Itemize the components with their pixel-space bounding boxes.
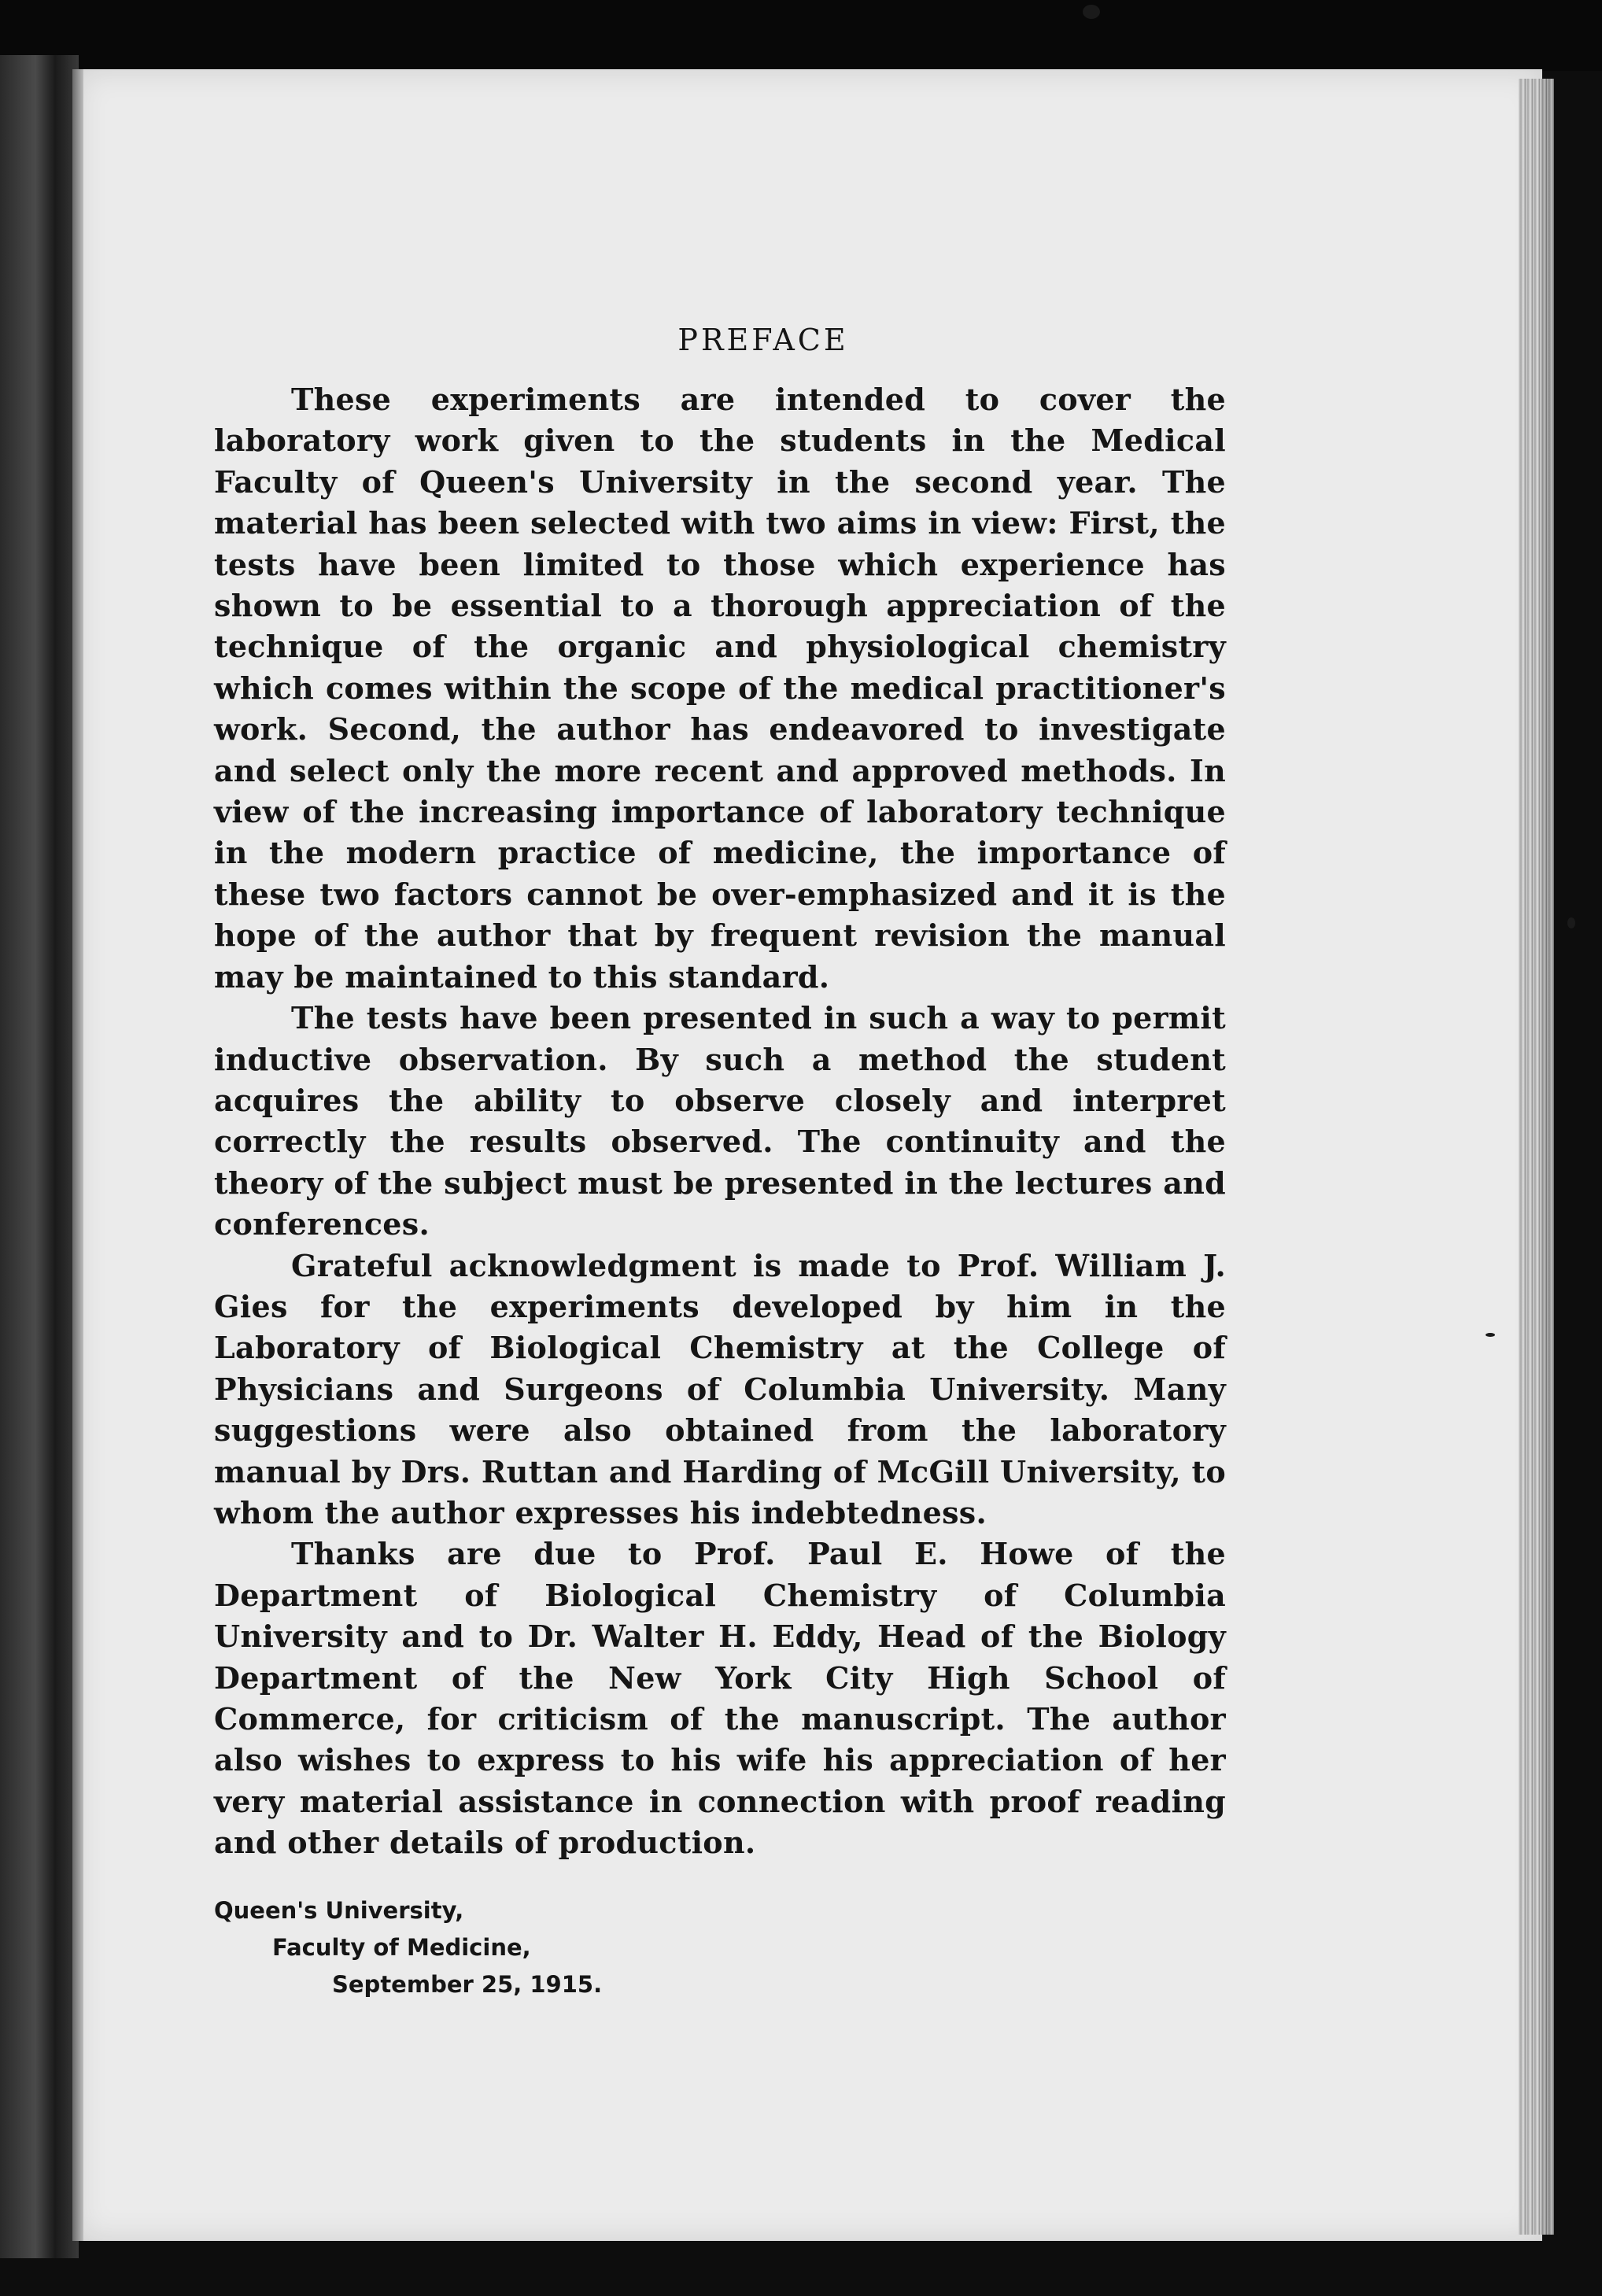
preface-text — [214, 323, 1226, 2003]
dust-speck — [1486, 1333, 1495, 1337]
dust-speck — [1083, 5, 1100, 19]
paragraph-2: The tests have been presented in such a way to permit inductive observation. By such a method the student acquires the ability to observe closely and interpret correctly the results observed. The continuity and the theory of the subject must be presented in the lectures and conferences. — [214, 1000, 1226, 1242]
paragraph-3: Grateful acknowledgment is made to Prof. William J. Gies for the experiments developed by him in the Laboratory of Biological Chemistry at the College of Physicians and Surgeons of Columbia University. Many suggestions were also obtained from the laboratory manual by Drs. Ruttan and Harding of McGill University, to whom the author expresses his indebtedness. — [214, 1247, 1226, 1530]
scan-top-border — [0, 0, 1602, 71]
book-spine-gutter — [0, 55, 79, 2258]
page-left-edge — [72, 69, 83, 2241]
signature-faculty: Faculty of Medicine, — [272, 1933, 531, 1961]
page-title: PREFACE — [677, 323, 849, 357]
dust-speck — [1567, 917, 1575, 928]
signature-block — [214, 1892, 1226, 2003]
page-stack-edge — [1519, 79, 1554, 2235]
signature-institution: Queen's University, — [214, 1896, 464, 1924]
signature-date: September 25, 1915. — [332, 1970, 603, 1998]
paragraph-1: These experiments are intended to cover the laboratory work given to the students in the Medical Faculty of Queen's University in the second year. The material has been selected with two aims in view: First, the tests have been limited to those which experience has shown to be essential to a thorough appreciation of the technique of the organic and physiological chemistry which comes within the scope of the medical practitioner's work. Second, the author has endeavored to investigate and select only the more recent and approved methods. In view of the increasing importance of laboratory technique in the modern practice of medicine, the importance of these two factors cannot be over-emphasized and it is the hope of the author that by frequent revision the manual may be maintained to this standard. — [214, 382, 1226, 995]
paragraph-4: Thanks are due to Prof. Paul E. Howe of the Department of Biological Chemistry of Columbia University and to Dr. Walter H. Eddy, Head of the Biology Department of the New York City High School of Commerce, for criticism of the manuscript. The author also wishes to express to his wife his appreciation of her very material assistance in connection with proof reading and other details of production. — [214, 1536, 1226, 1861]
